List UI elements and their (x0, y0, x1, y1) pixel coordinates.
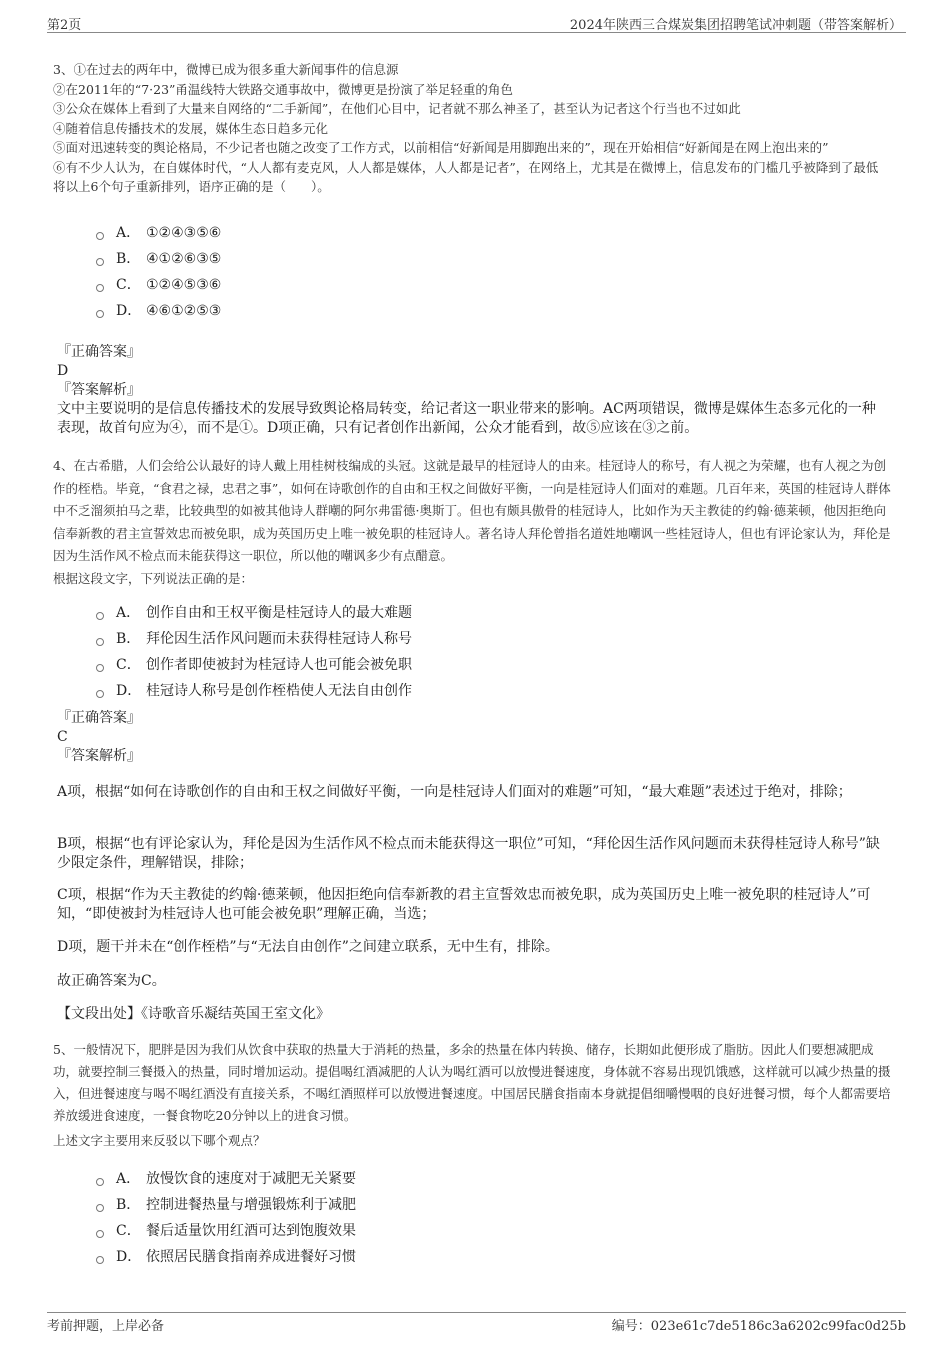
radio-icon[interactable] (96, 690, 104, 698)
radio-icon[interactable] (96, 1256, 104, 1264)
q3-option-b[interactable]: B． ④①②⑥③⑤ (96, 246, 221, 272)
page-number: 第2页 (47, 18, 82, 33)
question-3-options (96, 220, 221, 324)
analysis-text: 文中主要说明的是信息传播技术的发展导致舆论格局转变，给记者这一职业带来的影响。AC两项错误，微博是媒体生态多元化的一种表现，故首句应为④，而不是①。D项正确，只有记者创作出新闻，公众才能看到，故⑤应该在③之前。 (57, 401, 876, 436)
question-3-answer (57, 343, 887, 438)
answer-value: D (57, 363, 69, 379)
q3-line: ③公众在媒体上看到了大量来自网络的“二手新闻”，在他们心目中，记者就不那么神圣了，甚至认为记者这个行当也不过如此 (53, 101, 741, 116)
q3-line: 将以上6个句子重新排列，语序正确的是（ ）。 (53, 179, 330, 194)
source-citation: 【文段出处】《诗歌音乐凝结英国王室文化》 (57, 1006, 330, 1022)
q4-option-d[interactable]: D． 桂冠诗人称号是创作桎梏使人无法自由创作 (96, 678, 412, 704)
page-footer (47, 1312, 906, 1335)
analysis-d: D项，题干并未在“创作桎梏”与“无法自由创作”之间建立联系，无中生有，排除。 (57, 939, 559, 955)
footer-slogan: 考前押题，上岸必备 (47, 1319, 165, 1334)
document-title: 2024年陕西三合煤炭集团招聘笔试冲刺题（带答案解析） (569, 18, 902, 33)
q4-option-a[interactable]: A． 创作自由和王权平衡是桂冠诗人的最大难题 (96, 600, 412, 626)
question-4-options (96, 600, 412, 704)
q3-line: ②在2011年的“7·23”甬温线特大铁路交通事故中，微博更是扮演了举足轻重的角色 (53, 81, 513, 97)
q5-option-a[interactable]: A． 放慢饮食的速度对于减肥无关紧要 (96, 1166, 356, 1192)
analysis-label: 『答案解析』 (57, 748, 141, 764)
question-4-passage (53, 455, 898, 568)
q3-option-d[interactable]: D． ④⑥①②⑤③ (96, 298, 221, 324)
question-4-prompt (53, 569, 898, 589)
question-5-prompt (53, 1131, 898, 1151)
radio-icon[interactable] (96, 284, 104, 292)
q5-option-d[interactable]: D． 依照居民膳食指南养成进餐好习惯 (96, 1244, 356, 1270)
q4-option-c[interactable]: C． 创作者即使被封为桂冠诗人也可能会被免职 (96, 652, 412, 678)
question-5-passage (53, 1039, 898, 1127)
q3-line: ④随着信息传播技术的发展，媒体生态日趋多元化 (53, 120, 329, 136)
radio-icon[interactable] (96, 1178, 104, 1186)
page-header (47, 12, 906, 33)
q3-line: ⑤面对迅速转变的舆论格局，不少记者也随之改变了工作方式，以前相信“好新闻是用脚跑出来的”，现在开始相信“好新闻是在网上泡出来的” (53, 140, 829, 155)
radio-icon[interactable] (96, 310, 104, 318)
analysis-a: A项，根据“如何在诗歌创作的自由和王权之间做好平衡，一向是桂冠诗人们面对的难题”可知，“最大难题”表述过于绝对，排除； (57, 784, 852, 800)
analysis-b: B项，根据“也有评论家认为，拜伦是因为生活作风不检点而未能获得这一职位”可知，“拜伦因生活作风问题而未获得桂冠诗人称号”缺少限定条件，理解错误，排除； (57, 836, 880, 871)
answer-value: C (57, 729, 68, 745)
question-5-options (96, 1166, 356, 1270)
q3-option-a[interactable]: A． ①②④③⑤⑥ (96, 220, 221, 246)
radio-icon[interactable] (96, 664, 104, 672)
document-serial: 编号：023e61c7de5186c3a6202c99fac0d25b (611, 1319, 906, 1334)
q3-line: 3、①在过去的两年中，微博已成为很多重大新闻事件的信息源 (53, 62, 399, 77)
passage-text: 5、一般情况下，肥胖是因为我们从饮食中获取的热量大于消耗的热量，多余的热量在体内转换、储存，长期如此便形成了脂肪。因此人们要想减肥成功，就要控制三餐摄入的热量，同时增加运动。提倡喝红酒减肥的人认为喝红酒可以放慢进餐速度，身体就不容易出现饥饿感，这样就可以减少热量的摄入，但进餐速度与喝不喝红酒没有直接关系，不喝红酒照样可以放慢进餐速度。中国居民膳食指南本身就提倡细嚼慢咽的良好进餐习惯，每个人都需要培养放缓进食速度，一餐食物吃20分钟以上的进食习惯。 (53, 1042, 891, 1123)
question-4-answer (57, 709, 887, 766)
q4-option-b[interactable]: B． 拜伦因生活作风问题而未获得桂冠诗人称号 (96, 626, 412, 652)
prompt-text: 根据这段文字，下列说法正确的是： (53, 571, 254, 586)
q5-option-b[interactable]: B． 控制进餐热量与增强锻炼利于减肥 (96, 1192, 356, 1218)
radio-icon[interactable] (96, 232, 104, 240)
q3-option-c[interactable]: C． ①②④⑤③⑥ (96, 272, 221, 298)
q3-line: ⑥有不少人认为，在自媒体时代，“人人都有麦克风，人人都是媒体，人人都是记者”，在网络上，尤其是在微博上，信息发布的门槛几乎被降到了最低 (53, 159, 879, 175)
radio-icon[interactable] (96, 258, 104, 266)
radio-icon[interactable] (96, 638, 104, 646)
analysis-c: C项，根据“作为天主教徒的约翰·德莱顿，他因拒绝向信奉新教的君主宣誓效忠而被免职，成为英国历史上唯一被免职的桂冠诗人”可知，“即使被封为桂冠诗人也可能会被免职”理解正确，当选； (57, 887, 871, 922)
radio-icon[interactable] (96, 1204, 104, 1212)
radio-icon[interactable] (96, 1230, 104, 1238)
answer-label: 『正确答案』 (57, 344, 141, 360)
question-3-stem (53, 60, 898, 197)
prompt-text: 上述文字主要用来反驳以下哪个观点？ (53, 1133, 266, 1148)
conclusion: 故正确答案为C。 (57, 973, 166, 989)
passage-text: 4、在古希腊，人们会给公认最好的诗人戴上用桂树枝编成的头冠。这就是最早的桂冠诗人的由来。桂冠诗人的称号，有人视之为荣耀，也有人视之为创作的桎梏。毕竟，“食君之禄，忠君之事”，如何在诗歌创作的自由和王权之间做好平衡，一向是桂冠诗人们面对的难题。几百年来，英国的桂冠诗人群体中不乏溜须拍马之辈，比较典型的如被其他诗人群嘲的阿尔弗雷德·奥斯丁。但也有颇具傲骨的桂冠诗人，比如作为天主教徒的约翰·德莱顿，他因拒绝向信奉新教的君主宣誓效忠而被免职，成为英国历史上唯一被免职的桂冠诗人。著名诗人拜伦曾指名道姓地嘲讽一些桂冠诗人，但也有评论家认为，拜伦是因为生活作风不检点而未能获得这一职位，所以他的嘲讽多少有点醋意。 (53, 458, 891, 563)
q5-option-c[interactable]: C． 餐后适量饮用红酒可达到饱腹效果 (96, 1218, 356, 1244)
radio-icon[interactable] (96, 612, 104, 620)
answer-label: 『正确答案』 (57, 710, 141, 726)
analysis-label: 『答案解析』 (57, 382, 141, 398)
